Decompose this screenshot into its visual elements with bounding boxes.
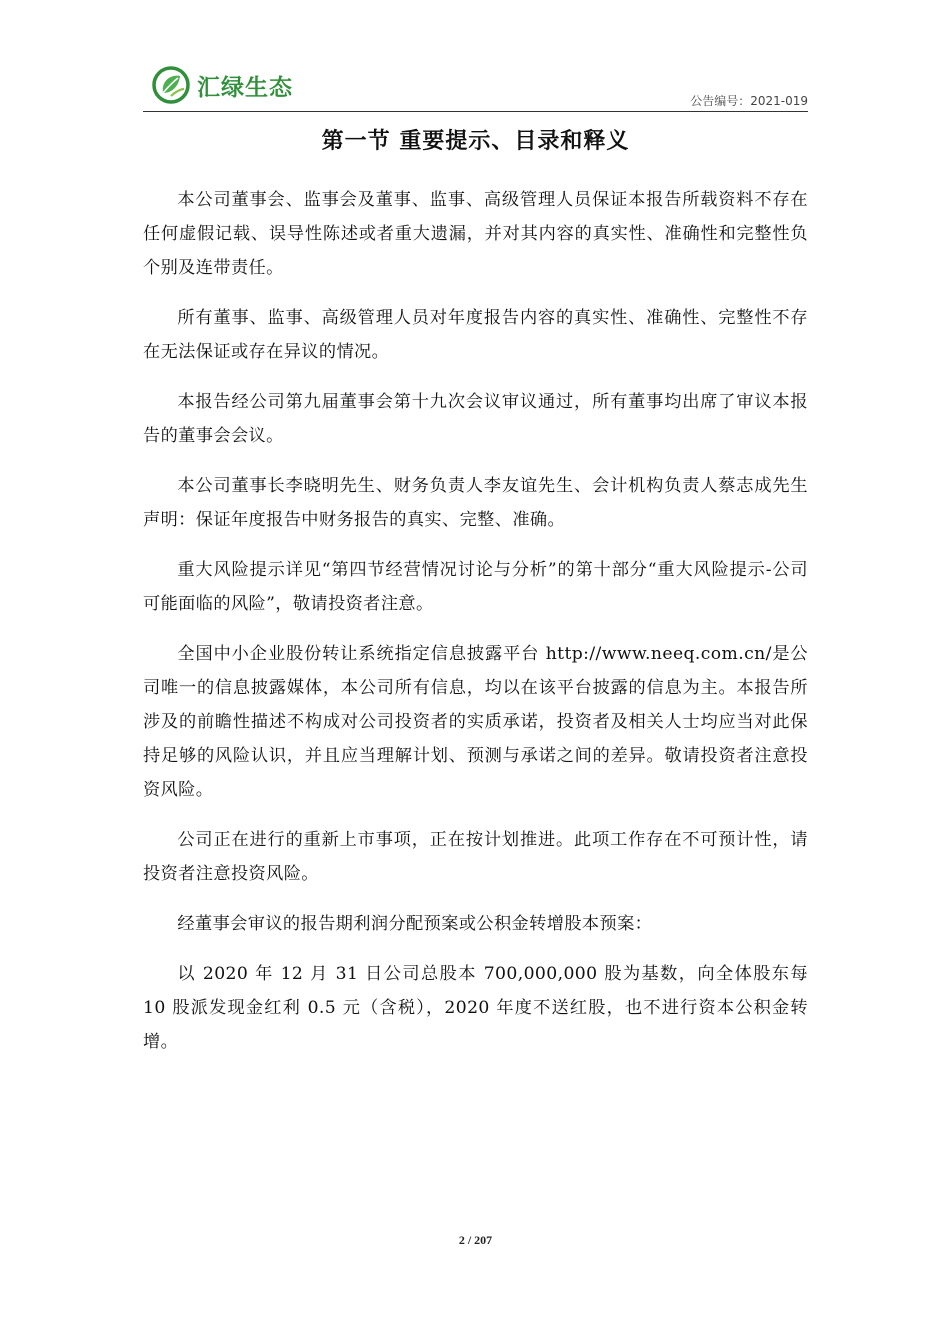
paragraph-board-approval: 本报告经公司第九届董事会第十九次会议审议通过，所有董事均出席了审议本报告的董事会会议。: [143, 392, 808, 446]
paragraph-accuracy-statement: 本公司董事会、监事会及董事、监事、高级管理人员保证本报告所载资料不存在任何虚假记载、误导性陈述或者重大遗漏，并对其内容的真实性、准确性和完整性负个别及连带责任。: [143, 190, 808, 278]
page-number: 2 / 207: [458, 1233, 493, 1247]
paragraph-no-objection: 所有董事、监事、高级管理人员对年度报告内容的真实性、准确性、完整性不存在无法保证或存在异议的情况。: [143, 308, 808, 362]
paragraph-risk-notice: 重大风险提示详见“第四节经营情况讨论与分析”的第十部分“重大风险提示-公司可能面临的风险”，敬请投资者注意。: [143, 560, 808, 614]
announcement-number: 公告编号：2021-019: [690, 94, 808, 108]
company-name: 汇绿生态: [197, 74, 293, 101]
page-header: [143, 56, 808, 112]
paragraph-relisting: 公司正在进行的重新上市事项，正在按计划推进。此项工作存在不可预计性，请投资者注意投资风险。: [143, 830, 808, 884]
document-body: [143, 183, 808, 1075]
company-logo: [151, 64, 293, 106]
header-divider: [143, 111, 808, 112]
paragraph-distribution-intro: 经董事会审议的报告期利润分配预案或公积金转增股本预案：: [177, 914, 653, 934]
paragraph-officer-declaration: 本公司董事长李晓明先生、财务负责人李友谊先生、会计机构负责人蔡志成先生声明：保证年度报告中财务报告的真实、完整、准确。: [143, 476, 808, 530]
paragraph-dividend-plan: 以 2020 年 12 月 31 日公司总股本 700,000,000 股为基数，向全体股东每 10 股派发现金红利 0.5 元（含税），2020 年度不送红股，也不进行资本公积金转增。: [143, 964, 808, 1052]
leaf-logo-icon: [151, 65, 191, 105]
paragraph-disclosure-platform: 全国中小企业股份转让系统指定信息披露平台 http://www.neeq.com.cn/是公司唯一的信息披露媒体，本公司所有信息，均以在该平台披露的信息为主。本报告所涉及的前瞻性描述不构成对公司投资者的实质承诺，投资者及相关人士均应当对此保持足够的风险认识，并且应当理解计划、预测与承诺之间的差异。敬请投资者注意投资风险。: [143, 644, 808, 800]
section-title: 第一节 重要提示、目录和释义: [321, 129, 630, 154]
